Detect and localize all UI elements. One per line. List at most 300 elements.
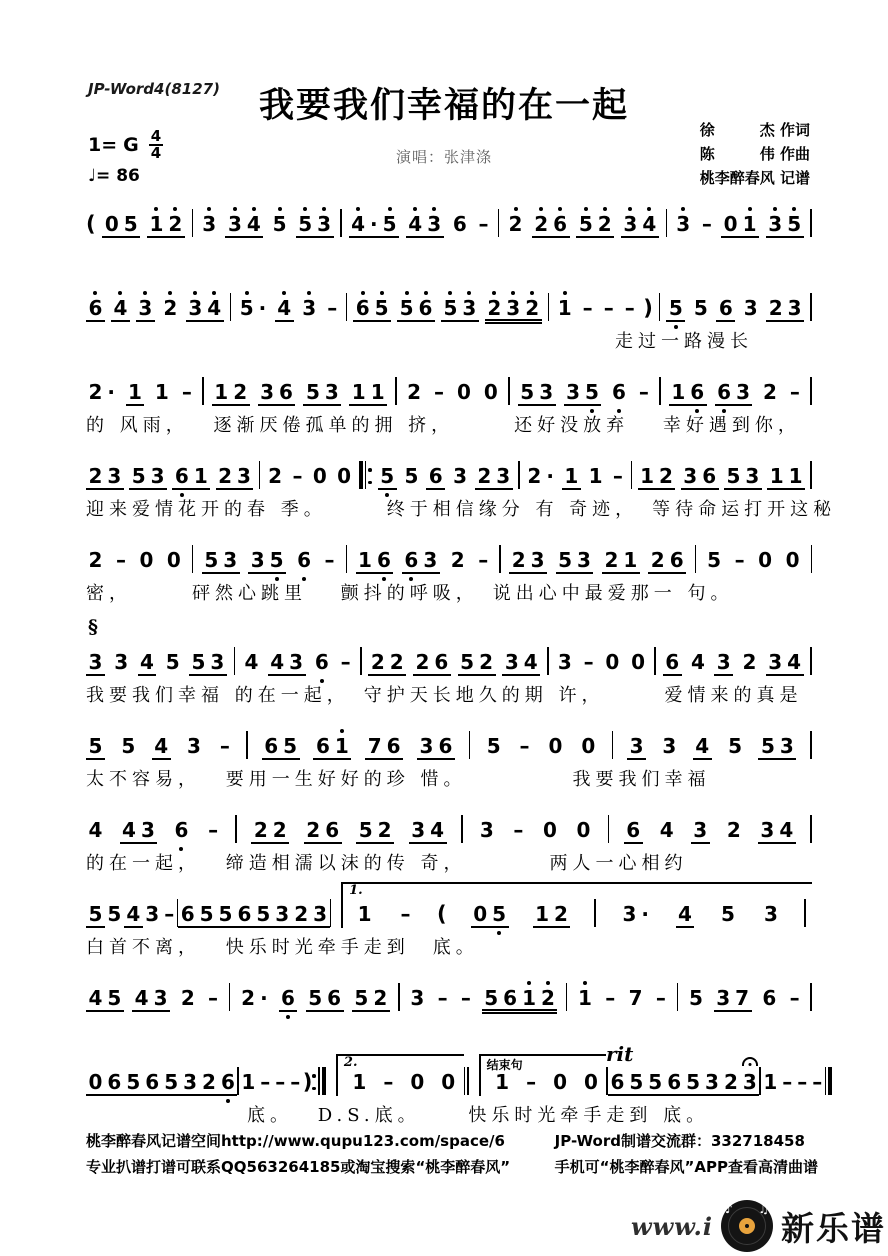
note-group: 1 2 xyxy=(212,381,250,406)
note-group: 2 6 xyxy=(532,213,570,238)
note-group: 5 xyxy=(404,464,419,488)
note-group: 3 xyxy=(114,650,129,674)
note-group: 5 6 xyxy=(216,903,254,928)
repeat-end-barline xyxy=(312,1067,326,1096)
note-group: 5 xyxy=(688,986,703,1010)
barline xyxy=(230,293,232,322)
note-group: – xyxy=(115,548,126,572)
system-row xyxy=(86,532,812,605)
note-group: – xyxy=(582,296,593,320)
note-group: – xyxy=(208,986,219,1010)
singer-line: 演唱：张津涤 xyxy=(395,148,492,166)
phrase-paren: ) xyxy=(302,1070,313,1094)
credits-block xyxy=(700,118,810,190)
note-group: 3 xyxy=(300,297,319,322)
note-group: 3 xyxy=(453,464,467,488)
note-group: – xyxy=(327,296,338,320)
barline xyxy=(395,377,397,406)
note-group: 2 2 xyxy=(368,651,406,676)
note-group: 4 xyxy=(275,297,294,322)
note-group: 3 xyxy=(763,902,778,926)
note-group: 3 4 xyxy=(758,819,796,844)
note-group: 6 xyxy=(312,651,331,676)
note-group: 1 1 xyxy=(767,465,805,490)
note-group: 6 xyxy=(716,297,735,322)
note-group: 6 5 xyxy=(608,1071,646,1096)
volta-bracket xyxy=(341,882,812,928)
note-group: 0 6 xyxy=(86,1071,124,1096)
note-group: 2 · xyxy=(88,380,116,404)
note-group: 0 xyxy=(605,650,620,674)
note-group: 3 4 xyxy=(225,213,263,238)
note-group: 3 4 xyxy=(766,651,804,676)
note-group: 1 xyxy=(126,381,145,406)
note-group: – xyxy=(290,1070,301,1094)
system-notes xyxy=(86,634,812,676)
barline xyxy=(461,815,463,844)
time-signature xyxy=(149,127,163,162)
note-group: 2 3 xyxy=(86,465,124,490)
note-group: 3 xyxy=(145,902,160,926)
note-group: 0 xyxy=(456,380,471,404)
note-group: 3 7 xyxy=(714,987,752,1012)
system-row xyxy=(86,616,812,707)
barline xyxy=(518,461,520,490)
note-group: – xyxy=(478,212,489,236)
note-group: 4 5 xyxy=(86,987,124,1012)
system-lyrics: 我要我们幸福 的在一起， 守护天长地久的期 许， 爱情来的真是 xyxy=(86,685,803,706)
barline xyxy=(612,731,614,760)
note-group: 4 · 5 xyxy=(349,213,399,238)
note-group: 5 2 xyxy=(576,213,614,238)
tempo-marking xyxy=(88,166,163,186)
note-group: 1 xyxy=(495,1070,510,1094)
note-group: 3 xyxy=(557,650,572,674)
note-group: 2 xyxy=(450,548,465,572)
segno-sign: § xyxy=(88,616,98,638)
note-group: 5 xyxy=(86,903,105,928)
system-row xyxy=(86,448,837,521)
note-group: 5 2 xyxy=(356,819,394,844)
phrase-paren: ) xyxy=(643,296,653,320)
volta-bracket xyxy=(479,1054,607,1096)
note-group: 4 xyxy=(244,650,259,674)
key-prefix: 1= xyxy=(88,134,118,156)
note-group: 3 xyxy=(86,651,105,676)
note-group: 4 xyxy=(676,903,695,928)
note-group: 5 xyxy=(270,213,289,238)
note-group: – xyxy=(782,1070,793,1094)
footer-right-line1: JP-Word制谱交流群：332718458 xyxy=(554,1132,805,1150)
note-group: – xyxy=(583,650,594,674)
note-group: 6 xyxy=(279,987,298,1012)
note-group: – xyxy=(181,380,192,404)
note-group: – xyxy=(260,1070,271,1094)
system-notes xyxy=(86,883,812,928)
barline xyxy=(360,647,362,676)
note-group: 2 xyxy=(762,380,777,404)
note-group: 3 xyxy=(627,735,646,760)
note-group: 1 xyxy=(357,902,372,926)
note-group: 5 3 xyxy=(202,549,240,574)
barline xyxy=(810,293,812,322)
note-group: 0 xyxy=(441,1070,456,1094)
note-group: 6 xyxy=(609,381,628,406)
phrase-paren: ( xyxy=(437,902,447,926)
note-group: 4 xyxy=(88,818,103,842)
system-lyrics: 白首不离， 快乐时光牵手走到 底。 xyxy=(86,937,479,958)
note-group: 6 xyxy=(663,651,682,676)
note-group: 0 xyxy=(581,734,596,758)
note-group: 2 3 xyxy=(292,903,330,928)
note-group: 4 3 xyxy=(406,213,444,238)
barline xyxy=(631,461,633,490)
note-group: 1 1 xyxy=(349,381,387,406)
note-group: 0 xyxy=(553,1070,568,1094)
note-group: 4 3 xyxy=(132,987,170,1012)
note-group: 4 xyxy=(693,735,712,760)
note-group: 5 6 xyxy=(646,1071,684,1096)
system-notes xyxy=(86,970,812,1012)
note-group: 1 6 xyxy=(356,549,394,574)
system-row xyxy=(86,280,812,353)
note-group: 5 3 xyxy=(162,1071,200,1096)
footer xyxy=(86,1128,818,1180)
system-lyrics: 走过一路漫长 xyxy=(86,331,753,352)
note-group: 1 2 xyxy=(638,465,676,490)
note-group: 5 3 xyxy=(254,903,292,928)
note-group: 1 xyxy=(154,380,169,404)
barline xyxy=(235,815,237,844)
note-group: 5 xyxy=(107,902,122,926)
note-group: 5 2 xyxy=(458,651,496,676)
note-group: 2 xyxy=(268,464,283,488)
barline xyxy=(810,815,812,844)
barline xyxy=(547,647,549,676)
note-group: 2 3 2 xyxy=(485,297,542,324)
barline xyxy=(398,983,400,1012)
key-tempo-block xyxy=(88,127,163,186)
barline xyxy=(469,731,471,760)
note-group: 6 xyxy=(295,549,314,574)
note-group: 2 1 xyxy=(602,549,640,574)
note-group: 4 xyxy=(111,297,130,322)
barline xyxy=(659,293,661,322)
note-group: 5 xyxy=(720,902,735,926)
barline xyxy=(508,377,510,406)
note-group: 5 6 xyxy=(397,297,435,322)
note-group: 1 xyxy=(562,465,581,490)
note-group: – xyxy=(164,902,175,926)
note-group: 5 3 xyxy=(684,1071,722,1096)
vinyl-record-icon xyxy=(721,1200,773,1252)
note-group: 2 xyxy=(88,548,103,572)
note-group: 0 xyxy=(483,380,498,404)
note-group: 1 xyxy=(352,1070,367,1094)
note-group: 0 xyxy=(410,1070,425,1094)
quarter-note-icon: ♩ xyxy=(88,166,97,186)
barline xyxy=(810,647,812,676)
note-group: 5 3 xyxy=(303,381,341,406)
note-group: 0 xyxy=(139,548,154,572)
note-group: – xyxy=(638,380,649,404)
note-group: – xyxy=(340,650,351,674)
note-group: 2 xyxy=(180,986,195,1010)
note-group: – xyxy=(789,380,800,404)
system-notes xyxy=(86,364,812,406)
note-group: 0 xyxy=(785,548,800,572)
note-group: 6 3 xyxy=(402,549,440,574)
note-group: 5 6 xyxy=(124,1071,162,1096)
note-group: 0 xyxy=(337,464,352,488)
note-group: 2 2 xyxy=(251,819,289,844)
note-group: 5 xyxy=(486,734,501,758)
note-group: 7 6 xyxy=(365,735,403,760)
note-group: – xyxy=(324,548,335,572)
note-group: 3 xyxy=(674,213,693,238)
barline xyxy=(246,731,248,760)
barline xyxy=(192,209,194,238)
barline xyxy=(677,983,679,1012)
note-group: 6 xyxy=(426,465,445,490)
key-signature xyxy=(88,127,163,162)
note-group: 5 xyxy=(707,548,722,572)
note-group: 2 · xyxy=(241,986,268,1010)
volta-label: 2. xyxy=(343,1055,358,1070)
note-group: 2 xyxy=(726,818,741,842)
note-group: – xyxy=(812,1070,823,1094)
software-tag: JP-Word4(8127) xyxy=(88,80,220,98)
note-group: 1 2 xyxy=(533,903,571,928)
note-group: 4 3 xyxy=(268,651,306,676)
system-lyrics-empty xyxy=(86,243,812,269)
note-group: 0 xyxy=(312,464,327,488)
note-group: 2 6 xyxy=(200,1071,238,1096)
footer-left xyxy=(86,1128,510,1180)
system-lyrics-empty xyxy=(86,1017,812,1043)
barline xyxy=(330,899,332,928)
note-group: 3 xyxy=(691,819,710,844)
system-lyrics: 的在一起， 缔造相濡以沫的传 奇， 两人一心相约 xyxy=(86,853,688,874)
final-barline xyxy=(825,1067,833,1096)
note-group: 3 6 xyxy=(417,735,455,760)
note-group: – xyxy=(513,818,524,842)
note-group: – xyxy=(797,1070,808,1094)
barline xyxy=(810,983,812,1012)
barline xyxy=(810,461,812,490)
note-group: 4 xyxy=(138,651,157,676)
note-group: 4 xyxy=(152,735,171,760)
note-group: 1 xyxy=(555,297,574,322)
note-group: 0 xyxy=(576,818,591,842)
system-row xyxy=(86,196,812,269)
note-group: 5 3 xyxy=(724,465,762,490)
note-group: 5 3 xyxy=(189,651,227,676)
system-lyrics: 迎来爱情花开的春 季。 终于相信缘分 有 奇迹， 等待命运打开这秘 xyxy=(86,499,837,520)
note-group: 1 2 xyxy=(147,213,185,238)
note-group: 2 3 xyxy=(721,1071,759,1096)
note-group: – xyxy=(789,986,800,1010)
note-group: 6 1 xyxy=(172,465,210,490)
note-group: 6 xyxy=(762,986,777,1010)
note-group: 5 xyxy=(728,734,743,758)
key-letter: G xyxy=(123,134,139,156)
barline xyxy=(192,545,194,574)
barline xyxy=(234,647,236,676)
note-group: 0 1 xyxy=(721,213,759,238)
note-group: 4 xyxy=(124,903,143,928)
note-group: 3 · xyxy=(622,902,649,926)
note-group: – xyxy=(460,986,471,1010)
vinyl-center xyxy=(739,1218,755,1234)
note-group: 5 xyxy=(666,297,685,322)
note-group: – xyxy=(478,548,489,572)
note-group: – xyxy=(655,986,666,1010)
system-notes xyxy=(86,718,812,760)
barline xyxy=(608,815,610,844)
system-row xyxy=(86,718,812,791)
barline xyxy=(659,377,661,406)
note-group: 6 3 xyxy=(715,381,753,406)
note-group: 4 xyxy=(659,818,674,842)
note-group: 5 3 xyxy=(758,735,796,760)
note-group: 1 6 xyxy=(669,381,707,406)
note-group: 3 xyxy=(187,734,201,758)
note-group: 0 5 xyxy=(102,213,140,238)
system-notes xyxy=(86,280,812,322)
note-group: 3 4 xyxy=(502,651,540,676)
note-group: 0 xyxy=(584,1070,598,1094)
system-notes xyxy=(86,448,812,490)
barline xyxy=(666,209,668,238)
note-group: 3 xyxy=(410,986,425,1010)
note-group: 6 5 xyxy=(262,735,300,760)
note-group: 3 xyxy=(714,651,733,676)
note-group: 3 xyxy=(200,213,219,238)
note-group: 2 xyxy=(506,213,525,238)
barline xyxy=(810,209,812,238)
footer-right xyxy=(555,1128,818,1180)
note-group: 6 xyxy=(172,819,191,844)
note-group: – xyxy=(526,1070,537,1094)
note-group: 5 xyxy=(693,296,708,320)
time-bottom: 4 xyxy=(150,144,162,162)
note-group: 3 5 xyxy=(248,549,286,574)
song-title: 我要我们幸福的在一起 xyxy=(258,86,629,126)
volta-bracket xyxy=(336,1054,464,1096)
note-group: 6 xyxy=(86,297,105,322)
note-group: 3 5 xyxy=(766,213,804,238)
barline xyxy=(498,209,500,238)
credit-composer: 陈 伟 作曲 xyxy=(699,145,810,163)
footer-right-line2: 手机可“桃李醉春风”APP查看高清曲谱 xyxy=(554,1158,818,1176)
note-group: 0 xyxy=(758,548,773,572)
note-group: 5 xyxy=(121,734,136,758)
note-group: 2 xyxy=(742,650,757,674)
note-group: – xyxy=(383,1070,394,1094)
note-group: 2 6 xyxy=(648,549,686,574)
time-top: 4 xyxy=(150,127,162,145)
note-group: – xyxy=(734,548,745,572)
note-group: 0 xyxy=(542,818,557,842)
note-group: – xyxy=(292,464,303,488)
note-group: 2 xyxy=(161,297,180,322)
note-group: 2 xyxy=(407,380,422,404)
system-lyrics: 的 风雨， 逐渐厌倦孤单的拥 挤， 还好没放弃 幸好遇到你， xyxy=(86,415,801,436)
note-group: 7 xyxy=(628,986,643,1010)
double-barline xyxy=(464,1067,469,1096)
note-group: – xyxy=(219,734,230,758)
note-group: 4 3 xyxy=(120,819,158,844)
system-row xyxy=(86,970,812,1043)
site-watermark xyxy=(631,1200,886,1252)
note-group: 1 xyxy=(588,464,603,488)
note-group: – xyxy=(400,902,411,926)
volta-label: 1. xyxy=(349,883,363,898)
note-group: 2 3 xyxy=(509,549,547,574)
note-group: 1 xyxy=(763,1070,778,1094)
barline xyxy=(804,899,806,928)
credit-lyricist: 徐 杰 作词 xyxy=(699,121,810,139)
note-group: 3 6 xyxy=(258,381,296,406)
note-group: 3 6 xyxy=(681,465,719,490)
note-group: 5 3 xyxy=(518,381,556,406)
system-notes: 0 6 5 6 5 3 2 6 1 – – – ) 2. 1 – 0 0 结束句 1 – 0 0 rit 6 5 5 6 5 3 2 3 1 – – – xyxy=(86,1054,812,1096)
note-group: 4 xyxy=(691,650,705,674)
barline xyxy=(566,983,568,1012)
note-group: 2 3 xyxy=(216,465,254,490)
system-notes xyxy=(86,196,812,238)
system-notes xyxy=(86,802,812,844)
volta-label: 结束句 xyxy=(486,1058,523,1072)
note-group: 5 3 xyxy=(296,213,334,238)
note-group: 5 6 xyxy=(306,987,344,1012)
note-group: – xyxy=(701,212,712,236)
barline xyxy=(340,209,342,238)
note-group: 1 xyxy=(241,1070,256,1094)
note-group: 1 xyxy=(576,987,595,1012)
watermark-brand: 新乐谱 xyxy=(781,1208,886,1248)
note-group: – xyxy=(519,734,530,758)
note-group: 2 3 xyxy=(766,297,804,322)
note-group: 3 4 xyxy=(621,213,659,238)
barline xyxy=(346,545,348,574)
note-group: 3 xyxy=(136,297,155,322)
note-group: 5 2 xyxy=(352,987,390,1012)
system-row xyxy=(86,364,812,437)
system-row xyxy=(86,1042,823,1127)
note-group: 5 3 xyxy=(129,465,167,490)
vinyl-notes-decor: ♪ ♫ xyxy=(725,1202,769,1216)
repeat-start-barline xyxy=(359,461,373,490)
note-group: 3 4 xyxy=(409,819,447,844)
note-group: 5 xyxy=(378,465,397,490)
barline xyxy=(499,545,501,574)
system-row xyxy=(86,802,812,875)
note-group: 6 1 xyxy=(313,735,351,760)
footer-left-line2: 专业扒谱打谱可联系QQ563264185或淘宝搜索“桃李醉春风” xyxy=(86,1158,511,1176)
note-group: 5 3 xyxy=(441,297,479,322)
credit-transcriber: 桃李醉春风 记谱 xyxy=(699,169,810,187)
barline xyxy=(654,647,656,676)
system-lyrics: 底。 D.S.底。 快乐时光牵手走到 底。 xyxy=(86,1105,710,1126)
note-group: 3 xyxy=(662,734,677,758)
note-group: – xyxy=(437,986,448,1010)
note-group: 2 3 xyxy=(475,465,513,490)
note-group: 6 5 xyxy=(353,297,391,322)
system-lyrics: 太不容易， 要用一生好好的珍 惜。 我要我们幸福 xyxy=(86,769,711,790)
barline xyxy=(259,461,261,490)
